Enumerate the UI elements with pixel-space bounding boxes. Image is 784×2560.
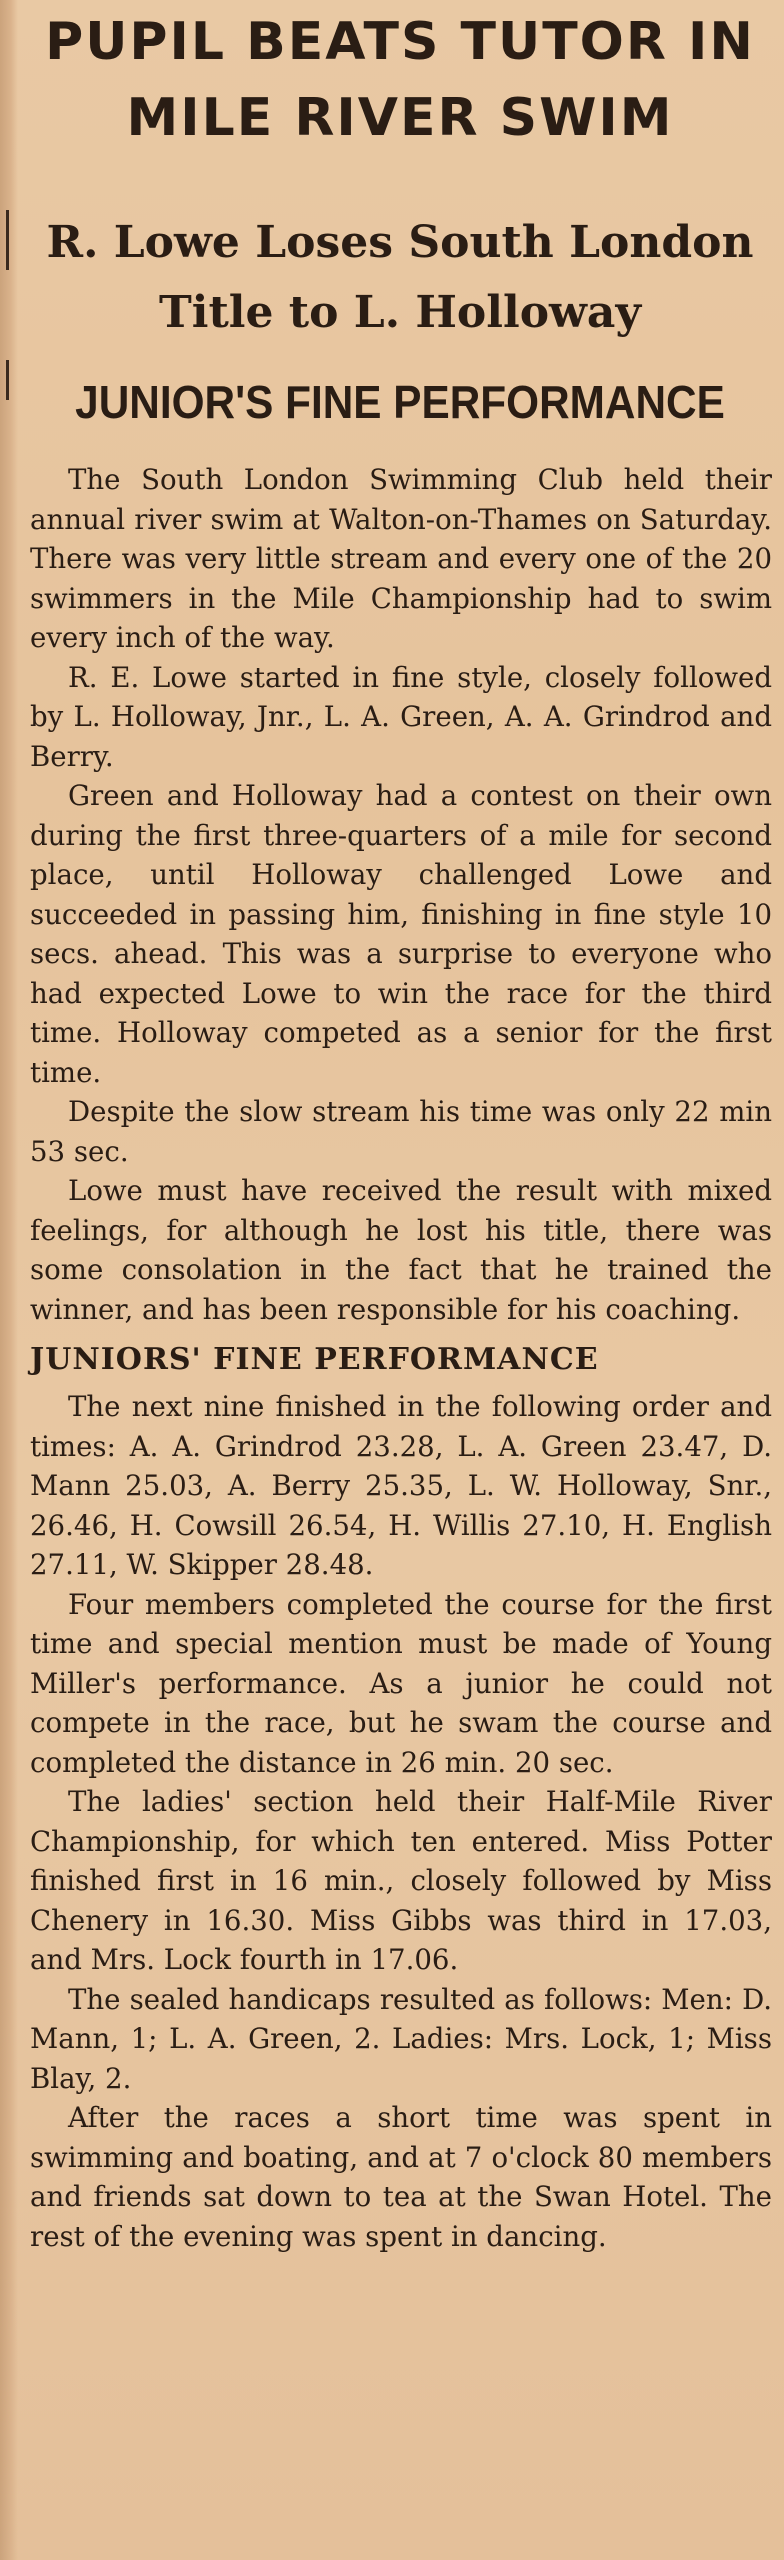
subheadline-line-1: R. Lowe Loses South London bbox=[46, 217, 754, 268]
subheadline bbox=[20, 208, 780, 348]
subhead-juniors: JUNIORS' FINE PERFORMANCE bbox=[30, 1342, 599, 1377]
headline-line-1: PUPIL BEATS TUTOR IN bbox=[45, 12, 755, 72]
paragraph: R. E. Lowe started in fine style, closely followed by L. Holloway, Jnr., L. A. Green, A. A. Grindrod and Berry. bbox=[30, 660, 772, 773]
paragraph: Four members completed the course for the first time and special mention must be made of Young Miller's performance. As a junior he could not compete in the race, but he swam the course and completed the distance in 26 min. 20 sec. bbox=[30, 1587, 772, 1779]
subheadline-line-2: Title to L. Holloway bbox=[158, 287, 642, 338]
paragraph: The sealed handicaps resulted as follows: Men: D. Mann, 1; L. A. Green, 2. Ladies: Mrs. Lock, 1; Miss Blay, 2. bbox=[30, 1982, 772, 2095]
headline bbox=[20, 4, 780, 156]
section-title: JUNIOR'S FINE PERFORMANCE bbox=[75, 376, 725, 428]
paragraph: Lowe must have received the result with mixed feelings, for although he lost his title, there was some consolation in the fact that he trained the winner, and has been responsible for his coaching. bbox=[30, 1174, 772, 1326]
paragraph: The South London Swimming Club held their annual river swim at Walton-on-Thames on Saturday. There was very little stream and every one of the 20 swimmers in the Mile Championship had to swim every inch of the way. bbox=[30, 463, 772, 654]
column-rule-mark bbox=[6, 360, 9, 400]
article-body-part-1 bbox=[30, 460, 772, 2256]
paragraph: After the races a short time was spent in swimming and boating, and at 7 o'clock 80 members and friends sat down to tea at the Swan Hotel. The rest of the evening was spent in dancing. bbox=[30, 2101, 772, 2253]
clipping-left-edge bbox=[0, 0, 18, 2560]
paragraph: Despite the slow stream his time was only 22 min 53 sec. bbox=[30, 1095, 772, 1168]
column-rule-mark bbox=[6, 210, 9, 270]
paragraph: The ladies' section held their Half-Mile River Championship, for which ten entered. Miss Potter finished first in 16 min., closely followed by Miss Chenery in 16.30. Miss Gibbs was third in 17.03, and Mrs. Lock fourth in 17.06. bbox=[30, 1785, 772, 1976]
headline-line-2: MILE RIVER SWIM bbox=[126, 88, 674, 148]
paragraph: The next nine finished in the following order and times: A. A. Grindrod 23.28, L. A. Green 23.47, D. Mann 25.03, A. Berry 25.35, L. W. Holloway, Snr., 26.46, H. Cowsill 26.54, H. Willis 27.10, H. English 27.11, W. Skipper 28.48. bbox=[30, 1390, 772, 1581]
paragraph: Green and Holloway had a contest on their own during the first three-quarters of a mile for second place, until Holloway challenged Lowe and succeeded in passing him, finishing in fine style 10 secs. ahead. This was a surprise to everyone who had expected Lowe to win the race for the third time. Holloway competed as a senior for the first time. bbox=[30, 779, 772, 1089]
